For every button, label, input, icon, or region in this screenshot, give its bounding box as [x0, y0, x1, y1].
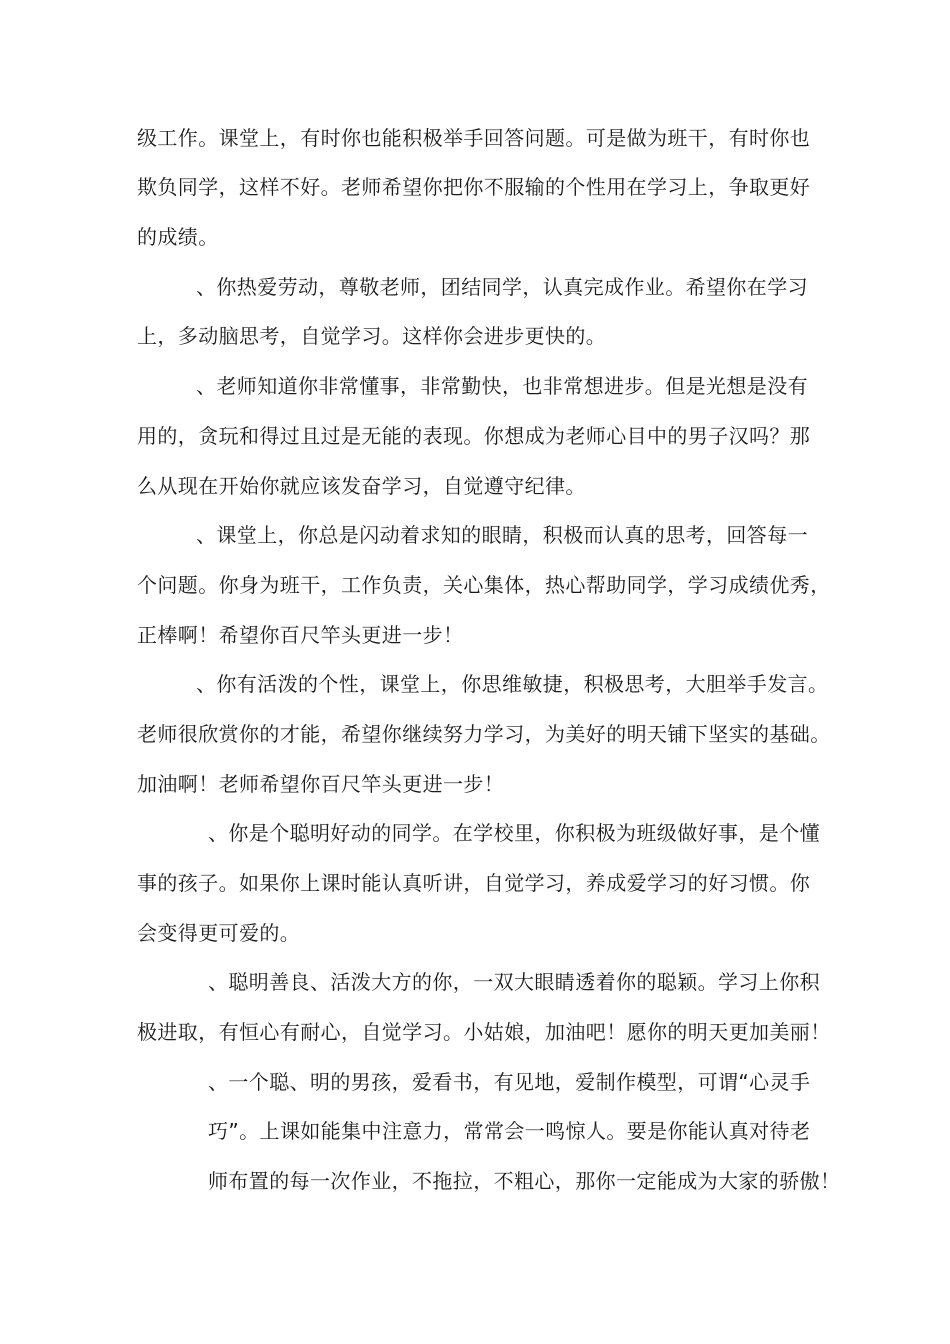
text-line: 级工作。课堂上，有时你也能积极举手回答问题。可是做为班干，有时你也 [137, 126, 811, 150]
text-line: 个问题。你身为班干，工作负责，关心集体，热心帮助同学，学习成绩优秀， [137, 573, 831, 597]
text-line: 么从现在开始你就应该发奋学习，自觉遵守纪律。 [137, 474, 586, 498]
text-line: 师布置的每一次作业，不拖拉，不粗心，那你一定能成为大家的骄傲！ [208, 1169, 841, 1193]
text-line: 、你热爱劳动，尊敬老师，团结同学，认真完成作业。希望你在学习 [196, 275, 808, 299]
text-line: 老师很欣赏你的才能，希望你继续努力学习，为美好的明天铺下坚实的基础。 [137, 722, 831, 746]
text-line: 巧”。上课如能集中注意力，常常会一鸣惊人。要是你能认真对待老 [208, 1119, 811, 1143]
text-line: 用的，贪玩和得过且过是无能的表现。你想成为老师心目中的男子汉吗？那 [137, 424, 811, 448]
text-line: 加油啊！老师希望你百尺竿头更进一步！ [137, 772, 505, 796]
text-line: 欺负同学，这样不好。老师希望你把你不服输的个性用在学习上，争取更好 [137, 175, 811, 199]
text-line: 、你有活泼的个性，课堂上，你思维敏捷，积极思考，大胆举手发言。 [196, 672, 829, 696]
text-line: 、聪明善良、活泼大方的你，一双大眼睛透着你的聪颖。学习上你积 [208, 970, 820, 994]
text-line: 、一个聪、明的男孩，爱看书，有见地，爱制作模型，可谓“心灵手 [208, 1070, 811, 1094]
text-line: 事的孩子。如果你上课时能认真听讲，自觉学习，养成爱学习的好习惯。你 [137, 871, 811, 895]
text-line: 、你是个聪明好动的同学。在学校里，你积极为班级做好事，是个懂 [208, 821, 820, 845]
text-line: 、老师知道你非常懂事，非常勤快，也非常想进步。但是光想是没有 [196, 374, 808, 398]
text-line: 极进取，有恒心有耐心，自觉学习。小姑娘，加油吧！愿你的明天更加美丽！ [137, 1020, 831, 1044]
text-line: 正棒啊！希望你百尺竿头更进一步！ [137, 623, 464, 647]
text-line: 的成绩。 [137, 225, 219, 249]
text-line: 上，多动脑思考，自觉学习。这样你会进步更快的。 [137, 324, 607, 348]
text-line: 会变得更可爱的。 [137, 921, 301, 945]
text-line: 、课堂上，你总是闪动着求知的眼睛，积极而认真的思考，回答每一 [196, 523, 808, 547]
